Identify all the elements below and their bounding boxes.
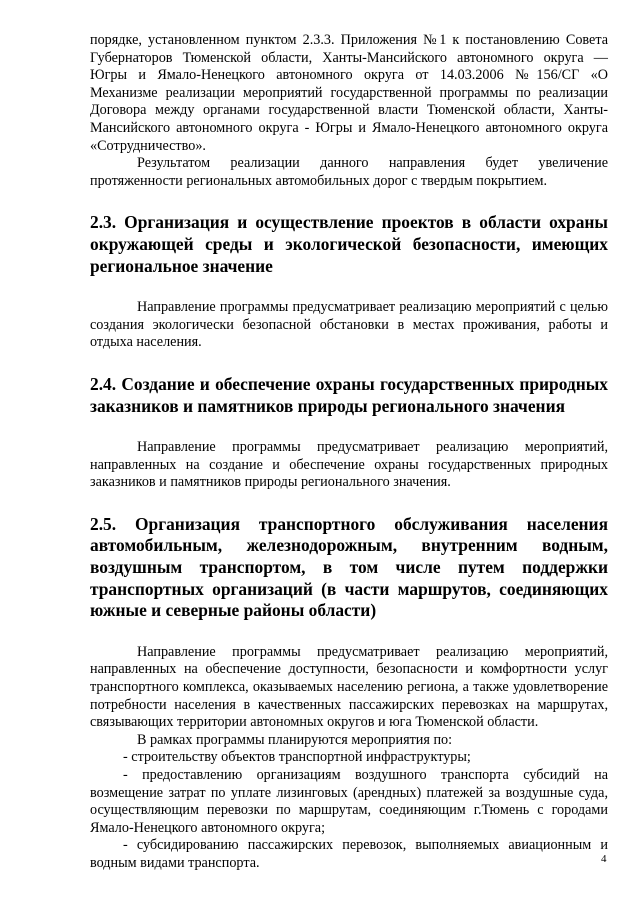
- paragraph-ecology: Направление программы предусматривает реализацию мероприятий с целью создания экологически безопасной обстановки в местах проживания, работы и отдыха населения.: [90, 299, 608, 351]
- paragraph-order-reference: порядке, установленном пунктом 2.3.3. Приложения №1 к постановлению Совета Губернаторов Тюменской области, Ханты-Мансийского автономного округа — Югры и Ямало-Ненецкого автономного округа от 14.03.2006 №156/СГ «О Механизме реализации мероприятий государственной программы по реализации Договора между органами государственной власти Тюменской области, Ханты-Мансийского автономного округа - Югры и Ямало-Ненецкого автономного округа «Сотрудничество».: [90, 32, 608, 154]
- paragraph-measures-intro: В рамках программы планируются мероприятия по:: [137, 731, 453, 748]
- page-number: 4: [601, 853, 607, 865]
- section-heading-2-3: 2.3. Организация и осуществление проектов в области охраны окружающей среды и экологической безопасности, имеющих региональное значение: [90, 212, 608, 276]
- list-item: - строительству объектов транспортной инфраструктуры;: [123, 749, 471, 766]
- document-page: [90, 32, 608, 873]
- paragraph-reserves: Направление программы предусматривает реализацию мероприятий, направленных на создание и обеспечение охраны государственных природных заказников и памятников природы регионального значения.: [90, 439, 608, 491]
- paragraph-transport: Направление программы предусматривает реализацию мероприятий, направленных на обеспечение доступности, безопасности и комфортности услуг транспортного комплекса, оказываемых населению региона, а также удовлетворение потребности населения в качественных пассажирских перевозках на маршрутах, связывающих территории автономных округов и юга Тюменской области.: [90, 643, 608, 731]
- section-heading-2-5: 2.5. Организация транспортного обслуживания населения автомобильным, железнодорожным, внутренним водным, воздушным транспортом, в том числе путем поддержки транспортных организаций (в части маршрутов, соединяющих южные и северные районы области): [90, 513, 608, 621]
- paragraph-roads-result: Результатом реализации данного направления будет увеличение протяженности региональных автомобильных дорог с твердым покрытием.: [90, 155, 608, 189]
- section-heading-2-4: 2.4. Создание и обеспечение охраны государственных природных заказников и памятников природы регионального значения: [90, 373, 608, 416]
- list-item: - субсидированию пассажирских перевозок, выполняемых авиационным и водным видами транспорта.: [90, 837, 608, 871]
- list-item: - предоставлению организациям воздушного транспорта субсидий на возмещение затрат по уплате лизинговых (арендных) платежей за воздушные суда, осуществляющим перевозки по маршрутам, соединяющим г.Тюмень с городами Ямало-Ненецкого автономного округа;: [90, 767, 608, 836]
